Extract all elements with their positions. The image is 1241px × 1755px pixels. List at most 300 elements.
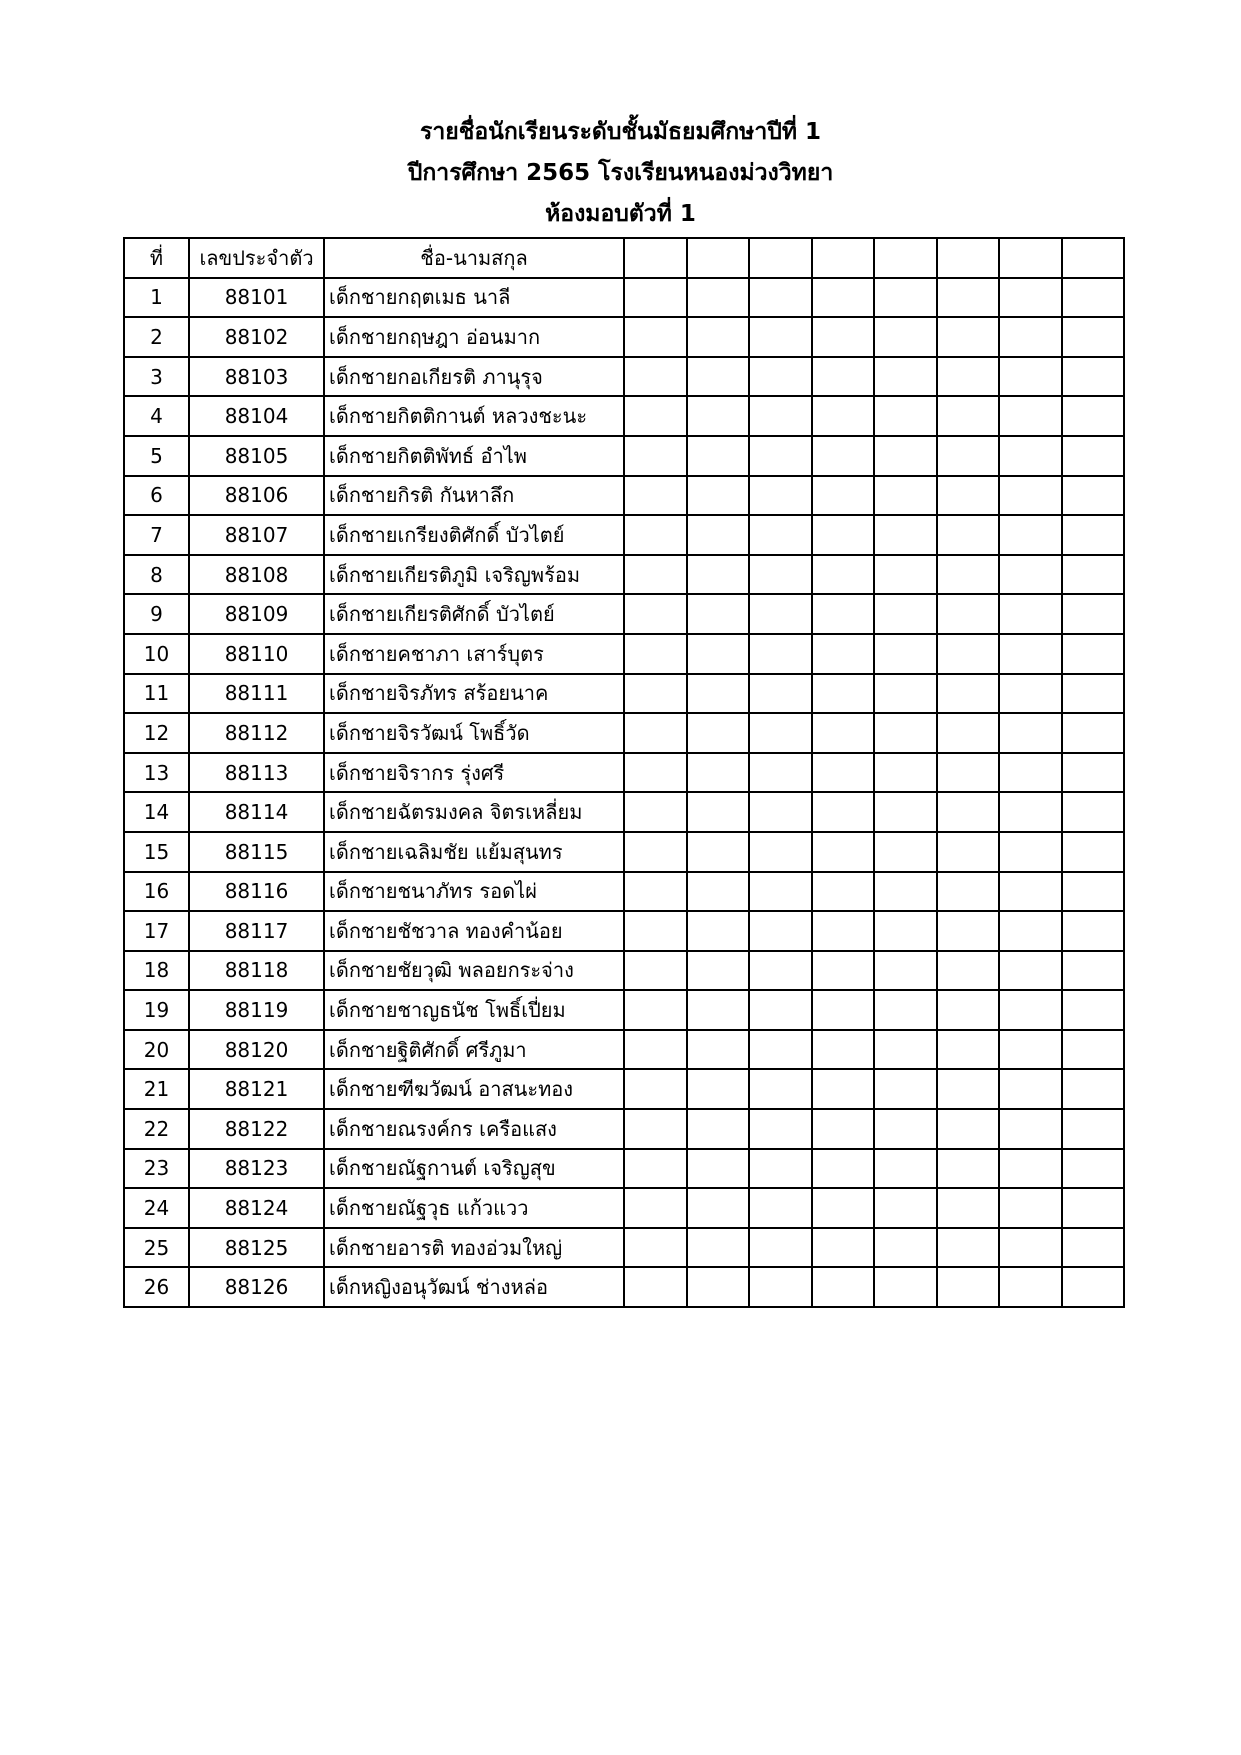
blank-cell bbox=[999, 1109, 1062, 1149]
blank-cell bbox=[874, 872, 937, 912]
blank-cell bbox=[749, 436, 812, 476]
blank-cell bbox=[937, 594, 1000, 634]
row-number: 25 bbox=[124, 1228, 189, 1268]
student-name: เด็กชายกิตติกานต์ หลวงชะนะ bbox=[324, 396, 624, 436]
row-number: 19 bbox=[124, 990, 189, 1030]
blank-cell bbox=[624, 990, 687, 1030]
student-id: 88115 bbox=[189, 832, 324, 872]
student-id: 88103 bbox=[189, 357, 324, 397]
blank-cell bbox=[749, 1069, 812, 1109]
blank-cell bbox=[812, 872, 875, 912]
blank-cell bbox=[937, 515, 1000, 555]
blank-cell bbox=[624, 1109, 687, 1149]
blank-cell bbox=[624, 515, 687, 555]
student-name: เด็กชายเฉลิมชัย แย้มสุนทร bbox=[324, 832, 624, 872]
blank-cell bbox=[937, 555, 1000, 595]
blank-cell bbox=[812, 594, 875, 634]
blank-cell bbox=[812, 951, 875, 991]
blank-cell bbox=[999, 357, 1062, 397]
blank-column-header bbox=[874, 238, 937, 278]
blank-cell bbox=[687, 753, 750, 793]
blank-cell bbox=[874, 911, 937, 951]
blank-cell bbox=[812, 1228, 875, 1268]
blank-cell bbox=[937, 317, 1000, 357]
blank-cell bbox=[999, 436, 1062, 476]
blank-column-header bbox=[624, 238, 687, 278]
blank-cell bbox=[999, 396, 1062, 436]
blank-cell bbox=[937, 1267, 1000, 1307]
row-number: 11 bbox=[124, 674, 189, 714]
blank-cell bbox=[749, 911, 812, 951]
blank-cell bbox=[874, 674, 937, 714]
table-row bbox=[124, 357, 1124, 397]
blank-cell bbox=[999, 1188, 1062, 1228]
blank-cell bbox=[999, 317, 1062, 357]
blank-cell bbox=[1062, 555, 1125, 595]
blank-cell bbox=[937, 1188, 1000, 1228]
blank-cell bbox=[624, 1188, 687, 1228]
row-number: 10 bbox=[124, 634, 189, 674]
blank-cell bbox=[749, 634, 812, 674]
blank-cell bbox=[874, 594, 937, 634]
table-row bbox=[124, 792, 1124, 832]
blank-cell bbox=[874, 1228, 937, 1268]
blank-cell bbox=[874, 1267, 937, 1307]
row-number: 23 bbox=[124, 1149, 189, 1189]
document-header bbox=[0, 112, 1241, 235]
blank-cell bbox=[687, 634, 750, 674]
blank-cell bbox=[687, 674, 750, 714]
student-name: เด็กชายกอเกียรติ ภานุรุจ bbox=[324, 357, 624, 397]
blank-cell bbox=[999, 278, 1062, 318]
blank-cell bbox=[937, 872, 1000, 912]
blank-cell bbox=[624, 911, 687, 951]
blank-cell bbox=[687, 951, 750, 991]
student-name: เด็กชายเกียรติศักดิ์ บัวไตย์ bbox=[324, 594, 624, 634]
blank-cell bbox=[1062, 792, 1125, 832]
blank-cell bbox=[812, 515, 875, 555]
blank-cell bbox=[687, 990, 750, 1030]
student-id: 88116 bbox=[189, 872, 324, 912]
blank-cell bbox=[687, 396, 750, 436]
blank-cell bbox=[937, 476, 1000, 516]
blank-cell bbox=[749, 357, 812, 397]
blank-cell bbox=[1062, 951, 1125, 991]
blank-cell bbox=[687, 1069, 750, 1109]
row-number: 21 bbox=[124, 1069, 189, 1109]
blank-cell bbox=[812, 792, 875, 832]
blank-cell bbox=[749, 1109, 812, 1149]
blank-cell bbox=[874, 476, 937, 516]
row-number: 17 bbox=[124, 911, 189, 951]
student-id: 88108 bbox=[189, 555, 324, 595]
blank-cell bbox=[999, 1267, 1062, 1307]
blank-cell bbox=[1062, 278, 1125, 318]
student-id: 88114 bbox=[189, 792, 324, 832]
blank-cell bbox=[874, 396, 937, 436]
blank-cell bbox=[687, 1030, 750, 1070]
student-name: เด็กชายจิรวัฒน์ โพธิ์วัด bbox=[324, 713, 624, 753]
table-body bbox=[124, 278, 1124, 1307]
row-number: 22 bbox=[124, 1109, 189, 1149]
student-name: เด็กชายฑีฆวัฒน์ อาสนะทอง bbox=[324, 1069, 624, 1109]
blank-cell bbox=[687, 1149, 750, 1189]
blank-cell bbox=[999, 713, 1062, 753]
blank-cell bbox=[812, 396, 875, 436]
table-row bbox=[124, 1109, 1124, 1149]
blank-cell bbox=[999, 1030, 1062, 1070]
blank-cell bbox=[999, 634, 1062, 674]
table-row bbox=[124, 1267, 1124, 1307]
blank-cell bbox=[812, 674, 875, 714]
student-id: 88125 bbox=[189, 1228, 324, 1268]
row-number: 9 bbox=[124, 594, 189, 634]
row-number: 14 bbox=[124, 792, 189, 832]
table-row bbox=[124, 634, 1124, 674]
student-id: 88105 bbox=[189, 436, 324, 476]
blank-cell bbox=[812, 1188, 875, 1228]
blank-cell bbox=[687, 357, 750, 397]
blank-cell bbox=[812, 1030, 875, 1070]
student-id: 88112 bbox=[189, 713, 324, 753]
blank-cell bbox=[749, 832, 812, 872]
blank-cell bbox=[812, 634, 875, 674]
student-id: 88101 bbox=[189, 278, 324, 318]
blank-cell bbox=[749, 713, 812, 753]
blank-cell bbox=[874, 278, 937, 318]
blank-cell bbox=[999, 515, 1062, 555]
blank-cell bbox=[937, 832, 1000, 872]
blank-column-header bbox=[749, 238, 812, 278]
blank-cell bbox=[937, 1069, 1000, 1109]
student-name: เด็กชายกฤษฎา อ่อนมาก bbox=[324, 317, 624, 357]
blank-cell bbox=[999, 990, 1062, 1030]
student-id: 88124 bbox=[189, 1188, 324, 1228]
academic-year-school: ปีการศึกษา 2565 โรงเรียนหนองม่วงวิทยา bbox=[407, 160, 834, 186]
table-row bbox=[124, 1149, 1124, 1189]
blank-cell bbox=[999, 555, 1062, 595]
row-number: 26 bbox=[124, 1267, 189, 1307]
table-row bbox=[124, 753, 1124, 793]
row-number: 20 bbox=[124, 1030, 189, 1070]
blank-cell bbox=[999, 872, 1062, 912]
student-name: เด็กชายกิตติพัทธ์ อำไพ bbox=[324, 436, 624, 476]
blank-cell bbox=[812, 476, 875, 516]
student-name: เด็กชายชาญธนัช โพธิ์เปี่ยม bbox=[324, 990, 624, 1030]
student-name: เด็กชายกฤตเมธ นาลี bbox=[324, 278, 624, 318]
blank-cell bbox=[874, 317, 937, 357]
blank-cell bbox=[1062, 1267, 1125, 1307]
student-id: 88109 bbox=[189, 594, 324, 634]
blank-cell bbox=[999, 753, 1062, 793]
blank-cell bbox=[874, 555, 937, 595]
blank-cell bbox=[687, 792, 750, 832]
student-id: 88107 bbox=[189, 515, 324, 555]
blank-cell bbox=[624, 594, 687, 634]
student-name: เด็กชายจิรากร รุ่งศรี bbox=[324, 753, 624, 793]
blank-cell bbox=[749, 753, 812, 793]
student-name: เด็กชายเกรียงติศักดิ์ บัวไตย์ bbox=[324, 515, 624, 555]
student-name: เด็กชายชนาภัทร รอดไผ่ bbox=[324, 872, 624, 912]
table-row bbox=[124, 396, 1124, 436]
blank-cell bbox=[812, 1149, 875, 1189]
student-id: 88110 bbox=[189, 634, 324, 674]
blank-cell bbox=[624, 872, 687, 912]
blank-cell bbox=[687, 911, 750, 951]
blank-cell bbox=[1062, 1188, 1125, 1228]
student-name: เด็กชายฐิติศักดิ์ ศรีภูมา bbox=[324, 1030, 624, 1070]
blank-column-header bbox=[1062, 238, 1125, 278]
student-name: เด็กชายจิรภัทร สร้อยนาค bbox=[324, 674, 624, 714]
student-id: 88117 bbox=[189, 911, 324, 951]
blank-cell bbox=[624, 753, 687, 793]
student-id: 88121 bbox=[189, 1069, 324, 1109]
blank-cell bbox=[937, 436, 1000, 476]
blank-cell bbox=[1062, 634, 1125, 674]
blank-cell bbox=[687, 832, 750, 872]
table-row bbox=[124, 1228, 1124, 1268]
blank-cell bbox=[1062, 396, 1125, 436]
row-number: 4 bbox=[124, 396, 189, 436]
blank-cell bbox=[812, 278, 875, 318]
student-id: 88126 bbox=[189, 1267, 324, 1307]
blank-cell bbox=[687, 436, 750, 476]
row-number: 3 bbox=[124, 357, 189, 397]
document-title: รายชื่อนักเรียนระดับชั้นมัธยมศึกษาปีที่ 1 bbox=[419, 119, 822, 145]
blank-cell bbox=[749, 1267, 812, 1307]
row-number: 13 bbox=[124, 753, 189, 793]
blank-cell bbox=[624, 436, 687, 476]
blank-cell bbox=[749, 1188, 812, 1228]
student-name: เด็กชายอารติ ทองอ่วมใหญ่ bbox=[324, 1228, 624, 1268]
blank-cell bbox=[624, 396, 687, 436]
blank-cell bbox=[624, 1149, 687, 1189]
blank-cell bbox=[874, 753, 937, 793]
blank-column-header bbox=[687, 238, 750, 278]
blank-cell bbox=[874, 792, 937, 832]
blank-cell bbox=[874, 990, 937, 1030]
blank-cell bbox=[812, 357, 875, 397]
student-name: เด็กชายคชาภา เสาร์บุตร bbox=[324, 634, 624, 674]
row-number: 5 bbox=[124, 436, 189, 476]
blank-cell bbox=[937, 674, 1000, 714]
student-id: 88113 bbox=[189, 753, 324, 793]
student-name: เด็กชายณรงค์กร เครือแสง bbox=[324, 1109, 624, 1149]
row-number: 6 bbox=[124, 476, 189, 516]
blank-cell bbox=[812, 990, 875, 1030]
blank-cell bbox=[937, 396, 1000, 436]
blank-cell bbox=[1062, 594, 1125, 634]
blank-cell bbox=[874, 1188, 937, 1228]
row-number: 1 bbox=[124, 278, 189, 318]
blank-cell bbox=[874, 1030, 937, 1070]
row-number: 8 bbox=[124, 555, 189, 595]
table-row bbox=[124, 436, 1124, 476]
blank-cell bbox=[687, 713, 750, 753]
table-header-row bbox=[124, 238, 1124, 278]
blank-cell bbox=[749, 594, 812, 634]
blank-cell bbox=[999, 1228, 1062, 1268]
blank-cell bbox=[1062, 911, 1125, 951]
blank-cell bbox=[937, 990, 1000, 1030]
blank-column-header bbox=[999, 238, 1062, 278]
table-row bbox=[124, 1069, 1124, 1109]
blank-cell bbox=[749, 317, 812, 357]
blank-cell bbox=[937, 713, 1000, 753]
blank-cell bbox=[687, 1267, 750, 1307]
student-id: 88123 bbox=[189, 1149, 324, 1189]
blank-cell bbox=[999, 951, 1062, 991]
blank-cell bbox=[749, 1030, 812, 1070]
table-row bbox=[124, 476, 1124, 516]
blank-cell bbox=[749, 1149, 812, 1189]
blank-cell bbox=[812, 1267, 875, 1307]
blank-cell bbox=[749, 951, 812, 991]
blank-cell bbox=[999, 594, 1062, 634]
student-name: เด็กชายฉัตรมงคล จิตรเหลี่ยม bbox=[324, 792, 624, 832]
blank-cell bbox=[812, 911, 875, 951]
blank-cell bbox=[624, 832, 687, 872]
blank-cell bbox=[749, 396, 812, 436]
blank-cell bbox=[624, 634, 687, 674]
blank-cell bbox=[937, 278, 1000, 318]
blank-cell bbox=[624, 674, 687, 714]
blank-cell bbox=[999, 832, 1062, 872]
blank-cell bbox=[1062, 515, 1125, 555]
blank-cell bbox=[749, 476, 812, 516]
blank-cell bbox=[812, 753, 875, 793]
table-row bbox=[124, 515, 1124, 555]
row-number: 24 bbox=[124, 1188, 189, 1228]
blank-cell bbox=[1062, 674, 1125, 714]
blank-cell bbox=[624, 1267, 687, 1307]
blank-cell bbox=[999, 792, 1062, 832]
blank-cell bbox=[1062, 872, 1125, 912]
student-name: เด็กชายเกียรติภูมิ เจริญพร้อม bbox=[324, 555, 624, 595]
blank-cell bbox=[687, 278, 750, 318]
table-row bbox=[124, 555, 1124, 595]
blank-cell bbox=[624, 555, 687, 595]
blank-cell bbox=[812, 713, 875, 753]
blank-cell bbox=[874, 832, 937, 872]
blank-cell bbox=[874, 436, 937, 476]
blank-cell bbox=[624, 476, 687, 516]
blank-cell bbox=[1062, 990, 1125, 1030]
table-row bbox=[124, 832, 1124, 872]
table-row bbox=[124, 1030, 1124, 1070]
blank-cell bbox=[687, 476, 750, 516]
column-header-name: ชื่อ-นามสกุล bbox=[324, 238, 624, 278]
student-id: 88104 bbox=[189, 396, 324, 436]
student-name: เด็กชายกิรติ กันหาลึก bbox=[324, 476, 624, 516]
table-row bbox=[124, 317, 1124, 357]
table-row bbox=[124, 990, 1124, 1030]
blank-cell bbox=[624, 1069, 687, 1109]
blank-cell bbox=[937, 1030, 1000, 1070]
blank-cell bbox=[1062, 1069, 1125, 1109]
blank-cell bbox=[687, 555, 750, 595]
blank-cell bbox=[1062, 713, 1125, 753]
row-number: 12 bbox=[124, 713, 189, 753]
student-id: 88102 bbox=[189, 317, 324, 357]
blank-cell bbox=[874, 515, 937, 555]
blank-cell bbox=[749, 278, 812, 318]
blank-cell bbox=[874, 634, 937, 674]
blank-cell bbox=[937, 753, 1000, 793]
blank-cell bbox=[687, 872, 750, 912]
blank-cell bbox=[937, 1109, 1000, 1149]
blank-cell bbox=[937, 951, 1000, 991]
blank-cell bbox=[1062, 317, 1125, 357]
blank-cell bbox=[937, 1228, 1000, 1268]
student-id: 88119 bbox=[189, 990, 324, 1030]
blank-cell bbox=[624, 792, 687, 832]
blank-cell bbox=[999, 1069, 1062, 1109]
blank-cell bbox=[999, 911, 1062, 951]
row-number: 7 bbox=[124, 515, 189, 555]
student-name: เด็กชายณัฐวุธ แก้วแวว bbox=[324, 1188, 624, 1228]
blank-cell bbox=[1062, 1109, 1125, 1149]
blank-cell bbox=[687, 594, 750, 634]
blank-cell bbox=[937, 634, 1000, 674]
blank-cell bbox=[687, 515, 750, 555]
blank-cell bbox=[749, 872, 812, 912]
blank-cell bbox=[624, 713, 687, 753]
blank-cell bbox=[874, 1069, 937, 1109]
blank-cell bbox=[1062, 476, 1125, 516]
student-id: 88122 bbox=[189, 1109, 324, 1149]
blank-cell bbox=[1062, 832, 1125, 872]
blank-cell bbox=[1062, 1228, 1125, 1268]
blank-cell bbox=[1062, 357, 1125, 397]
blank-column-header bbox=[937, 238, 1000, 278]
blank-cell bbox=[624, 357, 687, 397]
blank-cell bbox=[812, 555, 875, 595]
table-row bbox=[124, 1188, 1124, 1228]
student-name: เด็กหญิงอนุวัฒน์ ช่างหล่อ bbox=[324, 1267, 624, 1307]
table-row bbox=[124, 872, 1124, 912]
blank-cell bbox=[937, 1149, 1000, 1189]
row-number: 2 bbox=[124, 317, 189, 357]
blank-cell bbox=[999, 674, 1062, 714]
blank-cell bbox=[749, 515, 812, 555]
table-row bbox=[124, 594, 1124, 634]
student-name: เด็กชายณัฐกานต์ เจริญสุข bbox=[324, 1149, 624, 1189]
blank-cell bbox=[749, 990, 812, 1030]
student-id: 88118 bbox=[189, 951, 324, 991]
blank-cell bbox=[874, 1149, 937, 1189]
blank-cell bbox=[999, 1149, 1062, 1189]
blank-cell bbox=[999, 476, 1062, 516]
blank-cell bbox=[812, 1069, 875, 1109]
student-name: เด็กชายชัยวุฒิ พลอยกระจ่าง bbox=[324, 951, 624, 991]
student-name: เด็กชายชัชวาล ทองคำน้อย bbox=[324, 911, 624, 951]
blank-cell bbox=[874, 357, 937, 397]
student-roster-table bbox=[123, 237, 1125, 1308]
row-number: 18 bbox=[124, 951, 189, 991]
blank-cell bbox=[624, 278, 687, 318]
student-id: 88106 bbox=[189, 476, 324, 516]
blank-cell bbox=[749, 555, 812, 595]
blank-cell bbox=[1062, 753, 1125, 793]
table-row bbox=[124, 713, 1124, 753]
blank-cell bbox=[1062, 436, 1125, 476]
table-row bbox=[124, 951, 1124, 991]
blank-cell bbox=[874, 1109, 937, 1149]
blank-column-header bbox=[812, 238, 875, 278]
blank-cell bbox=[624, 951, 687, 991]
blank-cell bbox=[624, 1228, 687, 1268]
